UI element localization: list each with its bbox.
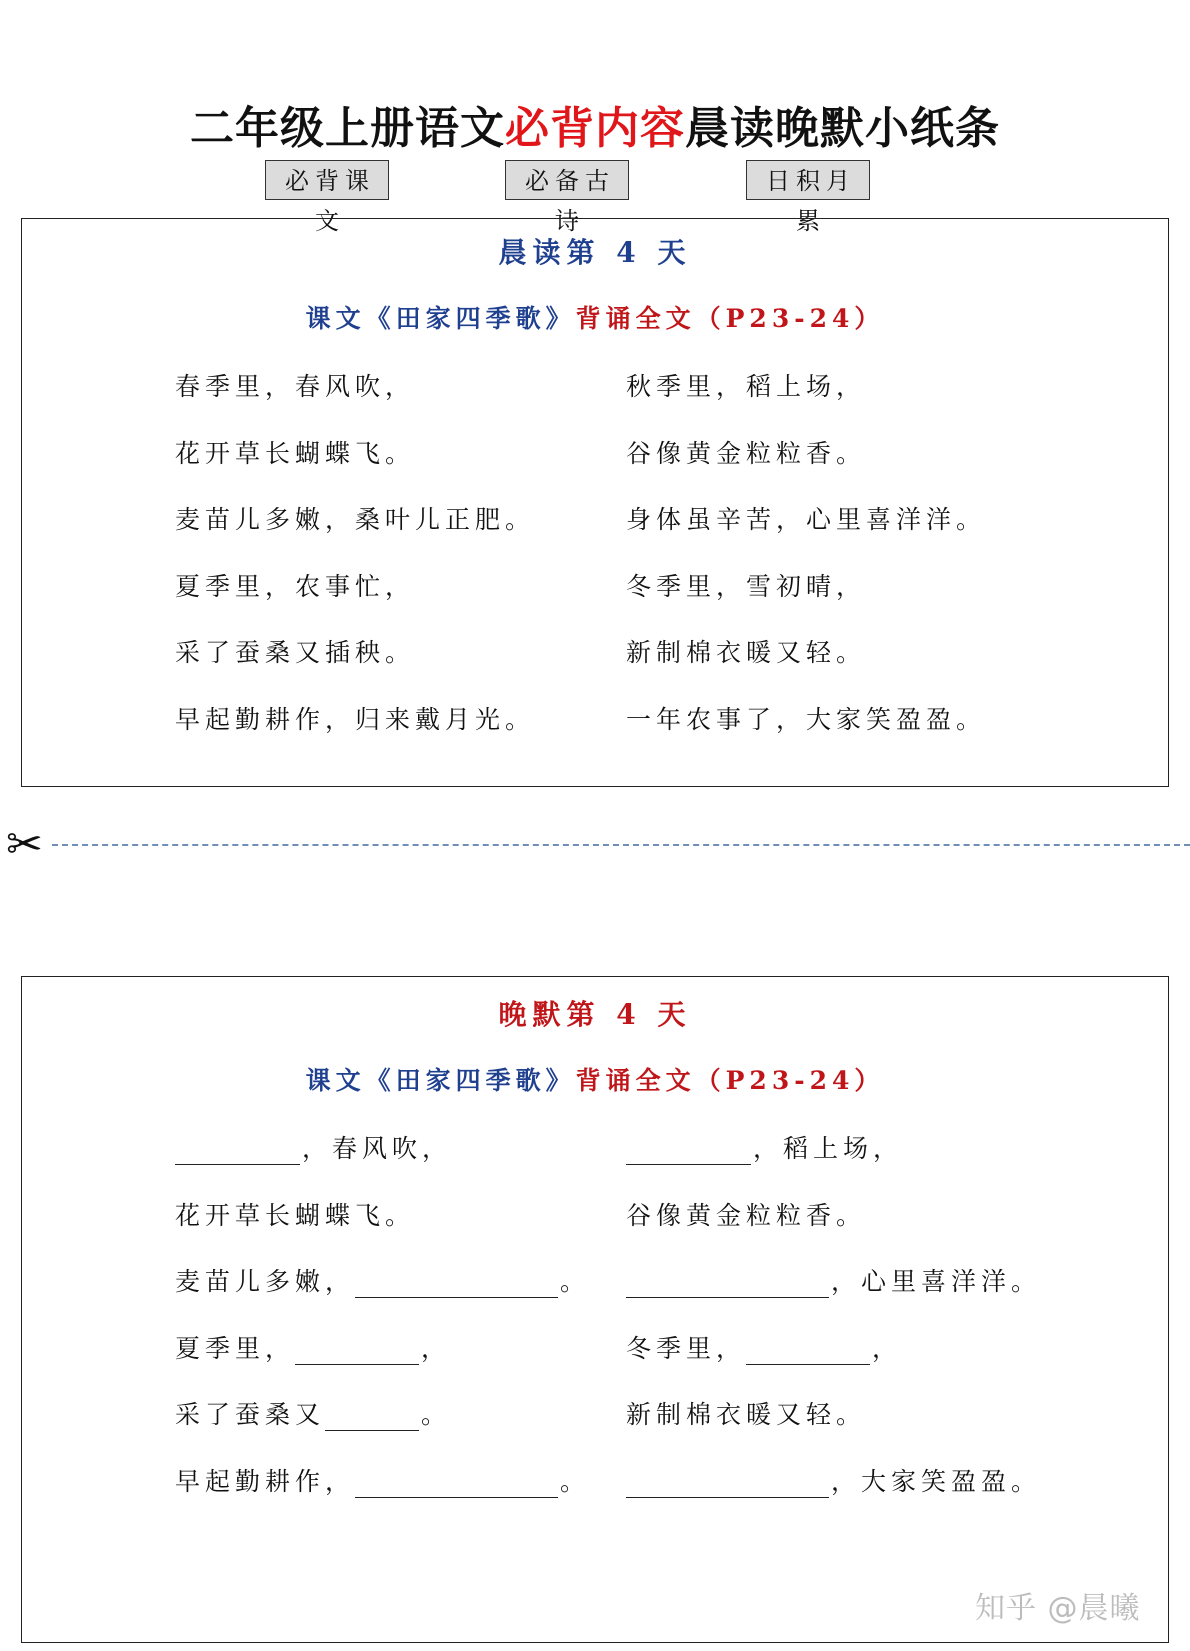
fill-blank[interactable] (746, 1338, 870, 1365)
dictation-line: 谷像黄金粒粒香。 (626, 1201, 867, 1230)
dictation-line: 早起勤耕作， 。 (175, 1467, 591, 1496)
dictation-line: 麦苗儿多嫩， 。 (175, 1267, 591, 1296)
fill-blank[interactable] (626, 1138, 751, 1165)
poem-line: 身体虽辛苦，心里喜洋洋。 (626, 505, 987, 534)
poem-line: 谷像黄金粒粒香。 (626, 439, 867, 468)
poem-line: 麦苗儿多嫩，桑叶儿正肥。 (175, 505, 536, 534)
dashed-divider (52, 844, 1190, 846)
fill-blank[interactable] (325, 1404, 419, 1431)
cut-line (0, 820, 1190, 870)
dictation-line: ，稻上场， (626, 1129, 903, 1165)
evening-dictation-card (21, 976, 1169, 1643)
poem-line: 春季里，春风吹， (175, 372, 416, 401)
evening-subtitle: 课文《田家四季歌》背诵全文（P23-24） (305, 1066, 885, 1095)
fill-blank[interactable] (355, 1271, 558, 1298)
fill-blank[interactable] (355, 1471, 558, 1498)
tag-ancient-poems: 必备古诗 (505, 160, 629, 200)
fill-blank[interactable] (626, 1471, 829, 1498)
dictation-line: 冬季里， ， (626, 1334, 903, 1363)
dictation-line: ，大家笑盈盈。 (626, 1462, 1041, 1498)
fill-blank[interactable] (295, 1338, 419, 1365)
poem-line: 新制棉衣暖又轻。 (626, 638, 867, 667)
fill-blank[interactable] (626, 1271, 829, 1298)
dictation-line: 花开草长蝴蝶飞。 (175, 1201, 416, 1230)
fill-blank[interactable] (175, 1138, 300, 1165)
poem-line: 冬季里，雪初晴， (626, 572, 867, 601)
poem-line: 花开草长蝴蝶飞。 (175, 439, 416, 468)
evening-heading: 晚默第 4 天 (498, 998, 692, 1031)
watermark: 知乎 @晨曦 (975, 1591, 1141, 1626)
dictation-line: ，春风吹， (175, 1129, 452, 1165)
page-title: 二年级上册语文必背内容晨读晚默小纸条 (190, 103, 1000, 154)
scissors-icon: ✂ (6, 819, 43, 870)
dictation-line: 夏季里， ， (175, 1334, 452, 1363)
dictation-line: ，心里喜洋洋。 (626, 1262, 1041, 1298)
tag-recite-texts: 必背课文 (265, 160, 389, 200)
poem-line: 夏季里，农事忙， (175, 572, 416, 601)
morning-reading-card (21, 218, 1169, 787)
morning-subtitle: 课文《田家四季歌》背诵全文（P23-24） (305, 304, 885, 333)
poem-line: 秋季里，稻上场， (626, 372, 867, 401)
dictation-line: 采了蚕桑又 。 (175, 1400, 452, 1429)
dictation-line: 新制棉衣暖又轻。 (626, 1400, 867, 1429)
tag-daily-accumulation: 日积月累 (746, 160, 870, 200)
poem-line: 早起勤耕作，归来戴月光。 (175, 705, 536, 734)
poem-line: 一年农事了，大家笑盈盈。 (626, 705, 987, 734)
poem-line: 采了蚕桑又插秧。 (175, 638, 416, 667)
morning-heading: 晨读第 4 天 (498, 236, 692, 269)
